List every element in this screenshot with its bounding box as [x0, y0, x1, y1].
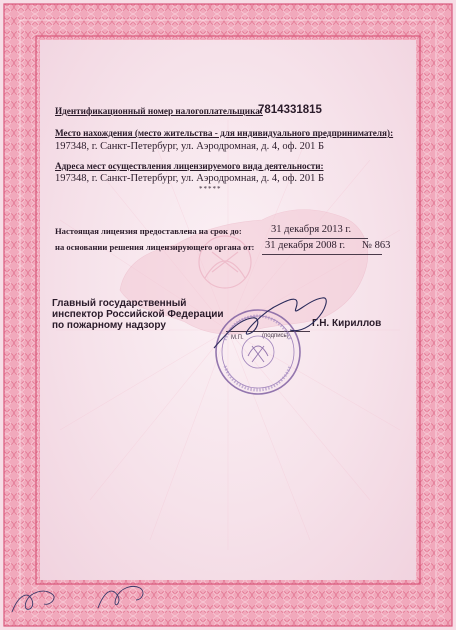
location-label: Место нахождения (место жительства - для индивидуального предпринимателя):: [55, 128, 394, 138]
basis-label: на основании решения лицензирующего органа от:: [55, 242, 255, 252]
signature-caption: (подпись): [262, 333, 289, 339]
activity-address-label: Адреса мест осуществления лицензируемого вида деятельности:: [55, 161, 324, 171]
term-value: 31 декабря 2013 г.: [271, 224, 352, 235]
signatory-line-3: по пожарному надзору: [52, 320, 166, 331]
inn-label: Идентификационный номер налогоплательщика:: [55, 106, 263, 116]
signatory-name: Г.Н. Кириллов: [312, 318, 382, 329]
initials-scribble-right: [98, 586, 143, 608]
signature-scribble: [214, 298, 326, 348]
location-value: 197348, г. Санкт-Петербург, ул. Аэродромная, д. 4, оф. 201 Б: [55, 141, 325, 152]
inn-value: 7814331815: [258, 104, 322, 116]
initials-scribble-left: [12, 591, 54, 612]
term-label: Настоящая лицензия предоставлена на срок до:: [55, 226, 242, 236]
separator-stars: *****: [199, 185, 222, 193]
basis-number: № 863: [362, 240, 391, 251]
signatory-line-1: Главный государственный: [52, 298, 187, 309]
basis-date: 31 декабря 2008 г.: [265, 240, 346, 251]
activity-address-value: 197348, г. Санкт-Петербург, ул. Аэродромная, д. 4, оф. 201 Б: [55, 173, 325, 184]
signatory-line-2: инспектор Российской Федерации: [52, 309, 224, 320]
stamp-place-label: М.П.: [231, 335, 244, 341]
